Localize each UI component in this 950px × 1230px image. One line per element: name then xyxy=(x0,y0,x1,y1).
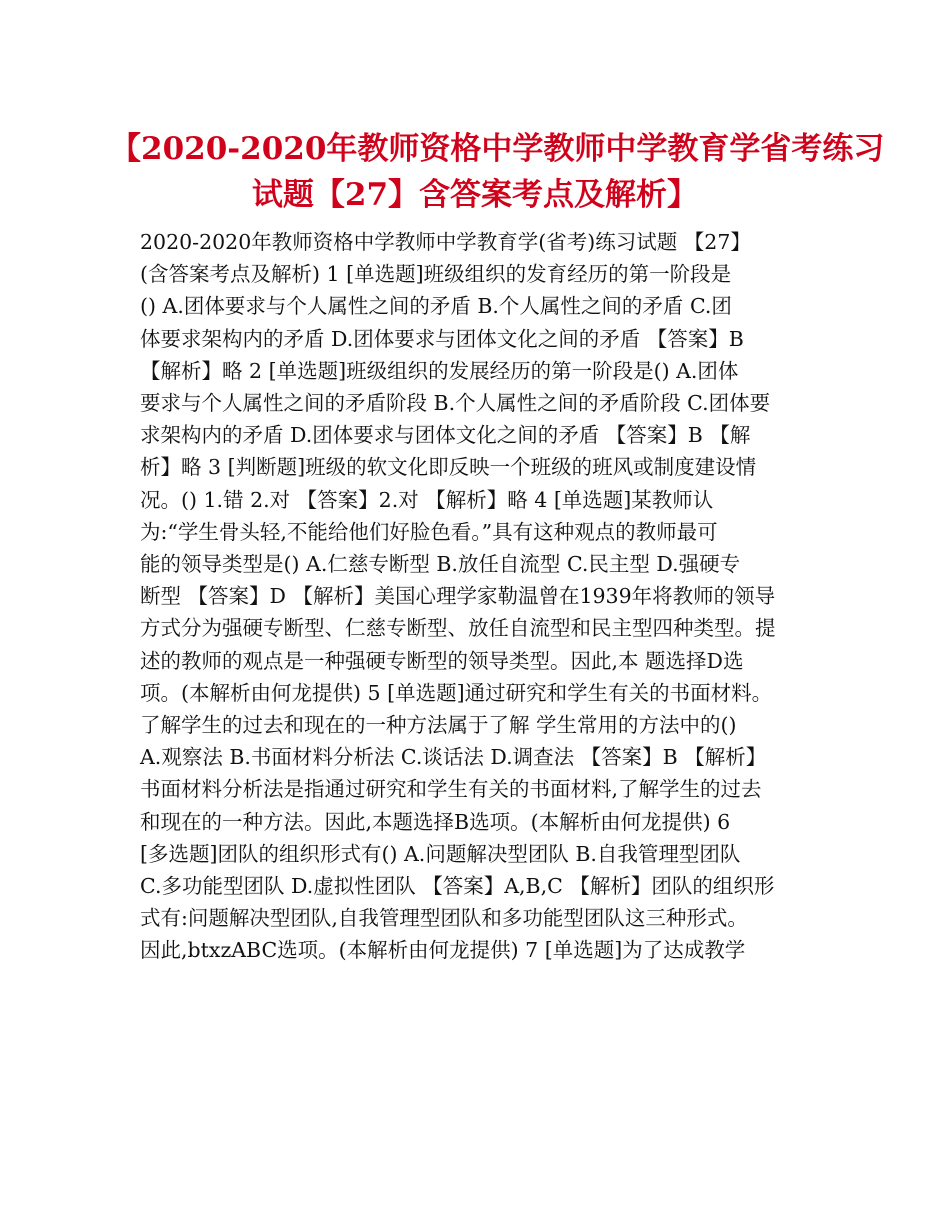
body-line-9: 况。() 1.错 2.对 【答案】2.对 【解析】略 4 [单选题]某教师认 xyxy=(140,487,714,512)
body-line-5: 【解析】略 2 [单选题]班级组织的发展经历的第一阶段是() A.团体 xyxy=(140,358,739,383)
body-line-15: 项。(本解析由何龙提供) 5 [单选题]通过研究和学生有关的书面材料。 xyxy=(140,680,773,705)
body-line-17: A.观察法 B.书面材料分析法 C.谈话法 D.调查法 【答案】B 【解析】 xyxy=(140,745,767,770)
body-line-19: 和现在的一种方法。因此,本题选择B选项。(本解析由何龙提供) 6 xyxy=(140,809,731,834)
document-title xyxy=(110,126,885,218)
body-line-8: 析】略 3 [判断题]班级的软文化即反映一个班级的班风或制度建设情 xyxy=(140,455,757,480)
body-line-1: 2020-2020年教师资格中学教师中学教育学(省考)练习试题 【27】 xyxy=(140,230,751,254)
body-line-22: 式有:问题解决型团队,自我管理型团队和多功能型团队这三种形式。 xyxy=(140,906,748,931)
title-line-1: 【2020-2020年教师资格中学教师中学教育学省考练习 xyxy=(110,131,885,167)
body-line-2: (含答案考点及解析) 1 [单选题]班级组织的发育经历的第一阶段是 xyxy=(140,262,732,287)
body-line-23: 因此,btxzABC选项。(本解析由何龙提供) 7 [单选题]为了达成教学 xyxy=(140,938,746,963)
body-line-20: [多选题]团队的组织形式有() A.问题解决型团队 B.自我管理型团队 xyxy=(140,841,741,866)
body-line-3: () A.团体要求与个人属性之间的矛盾 B.个人属性之间的矛盾 C.团 xyxy=(140,294,732,319)
body-line-10: 为:“学生骨头轻,不能给他们好脸色看。”具有这种观点的教师最可 xyxy=(140,519,718,544)
body-line-4: 体要求架构内的矛盾 D.团体要求与团体文化之间的矛盾 【答案】B xyxy=(140,326,744,351)
body-line-6: 要求与个人属性之间的矛盾阶段 B.个人属性之间的矛盾阶段 C.团体要 xyxy=(140,391,771,416)
body-line-13: 方式分为强硬专断型、仁慈专断型、放任自流型和民主型四种类型。提 xyxy=(140,616,776,641)
body-line-21: C.多功能型团队 D.虚拟性团队 【答案】A,B,C 【解析】团队的组织形 xyxy=(140,874,775,899)
body-line-11: 能的领导类型是() A.仁慈专断型 B.放任自流型 C.民主型 D.强硬专 xyxy=(140,552,741,577)
body-line-12: 断型 【答案】D 【解析】美国心理学家勒温曾在1939年将教师的领导 xyxy=(140,584,776,609)
body-line-14: 述的教师的观点是一种强硬专断型的领导类型。因此,本 题选择D选 xyxy=(140,648,744,673)
document-body xyxy=(140,226,820,967)
body-line-18: 书面材料分析法是指通过研究和学生有关的书面材料,了解学生的过去 xyxy=(140,777,762,802)
title-line-2: 试题【27】含答案考点及解析】 xyxy=(251,177,699,213)
body-line-7: 求架构内的矛盾 D.团体要求与团体文化之间的矛盾 【答案】B 【解 xyxy=(140,423,751,448)
body-line-16: 了解学生的过去和现在的一种方法属于了解 学生常用的方法中的() xyxy=(140,713,737,738)
